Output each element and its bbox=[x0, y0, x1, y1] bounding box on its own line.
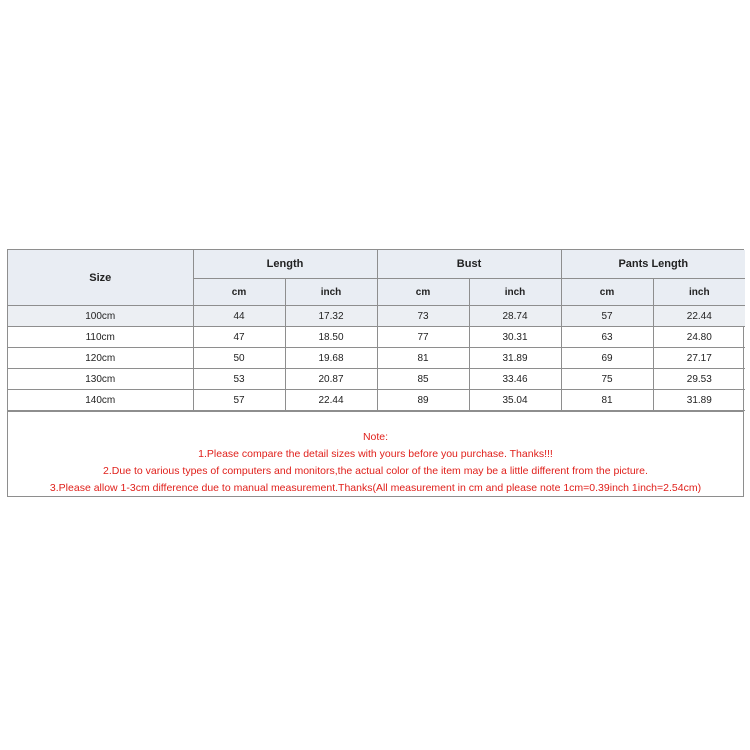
bust-header: Bust bbox=[377, 250, 561, 279]
table-cell: 44 bbox=[193, 306, 285, 327]
table-cell: 63 bbox=[561, 327, 653, 348]
size-cell: 140cm bbox=[8, 390, 193, 411]
notes-section bbox=[8, 411, 743, 496]
size-chart bbox=[7, 249, 744, 497]
table-cell: 31.89 bbox=[653, 390, 745, 411]
unit-header: cm bbox=[193, 279, 285, 306]
table-row bbox=[8, 369, 745, 390]
unit-header: inch bbox=[653, 279, 745, 306]
table-cell: 27.17 bbox=[653, 348, 745, 369]
pants-length-header: Pants Length bbox=[561, 250, 745, 279]
length-header: Length bbox=[193, 250, 377, 279]
table-cell: 77 bbox=[377, 327, 469, 348]
size-cell: 110cm bbox=[8, 327, 193, 348]
table-cell: 35.04 bbox=[469, 390, 561, 411]
size-cell: 120cm bbox=[8, 348, 193, 369]
unit-header: inch bbox=[469, 279, 561, 306]
header-row bbox=[8, 250, 745, 279]
table-cell: 33.46 bbox=[469, 369, 561, 390]
table-cell: 57 bbox=[561, 306, 653, 327]
note-line: 3.Please allow 1-3cm difference due to manual measurement.Thanks(All measurement in cm and please note 1cm=0.39inch 1inch=2.54cm) bbox=[49, 482, 702, 494]
table-cell: 19.68 bbox=[285, 348, 377, 369]
table-cell: 50 bbox=[193, 348, 285, 369]
table-cell: 17.32 bbox=[285, 306, 377, 327]
unit-header: cm bbox=[561, 279, 653, 306]
table-cell: 20.87 bbox=[285, 369, 377, 390]
note-line: 2.Due to various types of computers and monitors,the actual color of the item may be a little different from the picture. bbox=[103, 465, 648, 477]
table-cell: 24.80 bbox=[653, 327, 745, 348]
note-title: Note: bbox=[362, 431, 389, 443]
table-cell: 31.89 bbox=[469, 348, 561, 369]
table-cell: 81 bbox=[561, 390, 653, 411]
table-cell: 18.50 bbox=[285, 327, 377, 348]
table-cell: 22.44 bbox=[653, 306, 745, 327]
table-cell: 85 bbox=[377, 369, 469, 390]
table-cell: 57 bbox=[193, 390, 285, 411]
table-cell: 69 bbox=[561, 348, 653, 369]
size-header: Size bbox=[8, 250, 193, 306]
unit-header: inch bbox=[285, 279, 377, 306]
table-cell: 75 bbox=[561, 369, 653, 390]
table-cell: 73 bbox=[377, 306, 469, 327]
table-cell: 29.53 bbox=[653, 369, 745, 390]
unit-header: cm bbox=[377, 279, 469, 306]
table-row bbox=[8, 390, 745, 411]
table-cell: 53 bbox=[193, 369, 285, 390]
table-row bbox=[8, 348, 745, 369]
table-cell: 30.31 bbox=[469, 327, 561, 348]
table-cell: 22.44 bbox=[285, 390, 377, 411]
table-cell: 47 bbox=[193, 327, 285, 348]
size-table bbox=[8, 250, 745, 411]
table-cell: 28.74 bbox=[469, 306, 561, 327]
size-cell: 130cm bbox=[8, 369, 193, 390]
table-cell: 89 bbox=[377, 390, 469, 411]
size-cell: 100cm bbox=[8, 306, 193, 327]
table-row bbox=[8, 306, 745, 327]
table-cell: 81 bbox=[377, 348, 469, 369]
table-row bbox=[8, 327, 745, 348]
note-line: 1.Please compare the detail sizes with yours before you purchase. Thanks!!! bbox=[198, 448, 553, 460]
